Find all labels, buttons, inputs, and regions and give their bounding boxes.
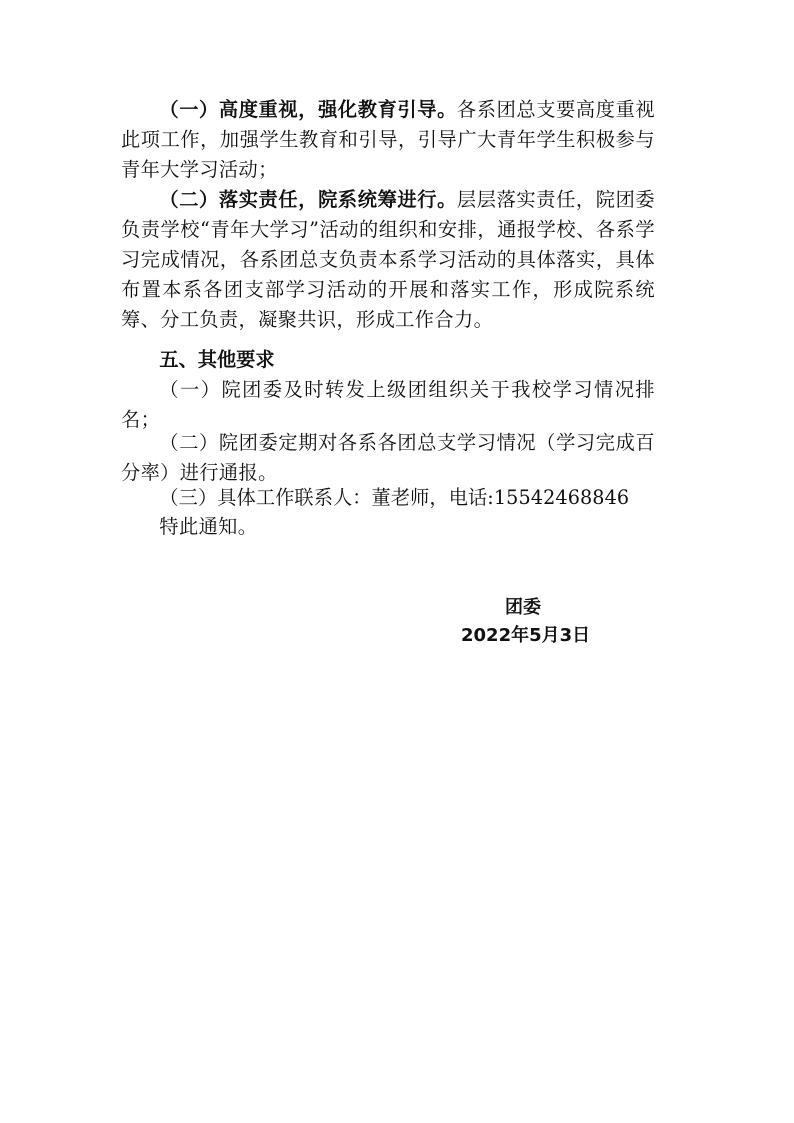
- item-1-body: 各系团总支要高度重视此项工作，加强学生教育和引导，引导广大青年学生积极参与青年大学习活动；: [121, 98, 656, 181]
- section-5-item-3: （三）具体工作联系人：董老师，电话:15542468846: [159, 486, 630, 509]
- section-5-item-1: （一）院团委及时转发上级团组织关于我校学习情况排名；: [121, 378, 655, 431]
- item-1-lead: （一）高度重视，强化教育引导。: [159, 98, 457, 121]
- paragraph-item-2: [121, 185, 655, 335]
- item-2-lead: （二）落实责任，院系统筹进行。: [159, 188, 457, 211]
- signature-date: 2022年5月3日: [461, 625, 591, 646]
- paragraph-item-1: [121, 95, 655, 185]
- section-5-item-2: （二）院团委定期对各系各团总支学习情况（学习完成百分率）进行通报。: [121, 431, 655, 484]
- section-5-heading: 五、其他要求: [159, 348, 275, 371]
- closing-line: 特此通知。: [159, 515, 258, 538]
- signature-org: 团委: [505, 597, 541, 618]
- item-2-body: 层层落实责任，院团委负责学校“青年大学习”活动的组织和安排，通报学校、各系学习完成情况，各系团总支负责本系学习活动的具体落实，具体布置本系各团支部学习活动的开展和落实工作，形成院系统筹、分工负责，凝聚共识，形成工作合力。: [121, 188, 656, 331]
